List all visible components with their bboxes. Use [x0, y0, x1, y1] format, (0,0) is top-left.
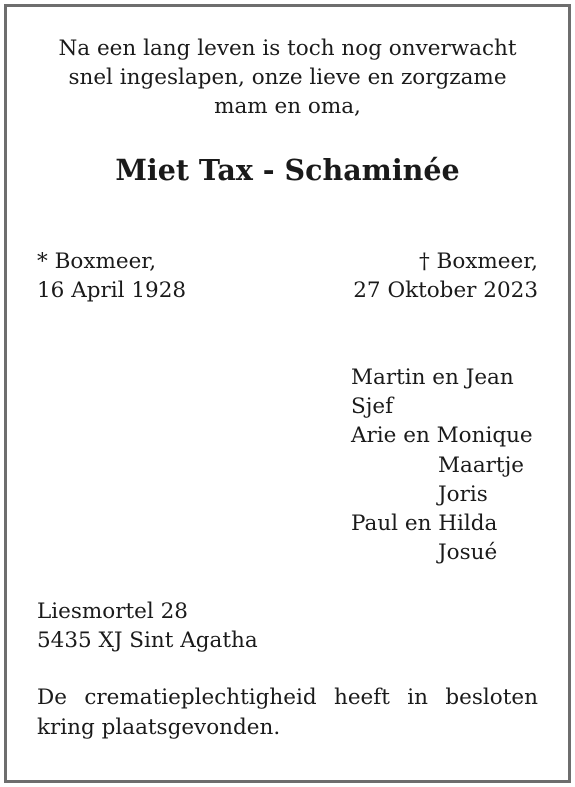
intro-line: snel ingeslapen, onze lieve en zorgzame	[68, 65, 507, 90]
death-info	[353, 247, 538, 305]
notice-line: kring plaatsgevonden.	[37, 715, 281, 740]
birth-place: * Boxmeer,	[37, 249, 157, 274]
notice-line	[37, 683, 538, 713]
family-member: Arie en Monique	[351, 423, 533, 449]
notice-word: crematieplechtigheid	[84, 685, 317, 710]
family-list	[351, 363, 533, 567]
correspondence-address	[37, 597, 258, 655]
family-member: Paul en Hilda	[351, 511, 498, 537]
intro-line: Na een lang leven is toch nog onverwacht	[58, 36, 517, 61]
address-street: Liesmortel 28	[37, 599, 188, 624]
family-member-grandchild: Joris	[438, 481, 488, 507]
death-date: 27 Oktober 2023	[353, 278, 538, 303]
family-member-grandchild: Josué	[438, 540, 498, 566]
family-member: Martin en Jean	[351, 365, 514, 390]
birth-info	[37, 247, 186, 305]
address-city: 5435 XJ Sint Agatha	[37, 628, 258, 653]
intro-text	[37, 34, 538, 121]
birth-date: 16 April 1928	[37, 278, 187, 303]
announcement-frame	[4, 4, 571, 783]
intro-line: mam en oma,	[214, 94, 361, 119]
notice-word: besloten	[445, 685, 538, 710]
notice-word: in	[407, 685, 429, 710]
ceremony-notice	[37, 683, 538, 743]
deceased-name: Miet Tax - Schaminée	[115, 153, 460, 187]
family-member: Sjef	[351, 394, 394, 420]
notice-word: De	[37, 685, 67, 710]
death-place: † Boxmeer,	[418, 249, 538, 274]
family-member-grandchild: Maartje	[438, 452, 524, 478]
notice-word: heeft	[333, 685, 390, 710]
